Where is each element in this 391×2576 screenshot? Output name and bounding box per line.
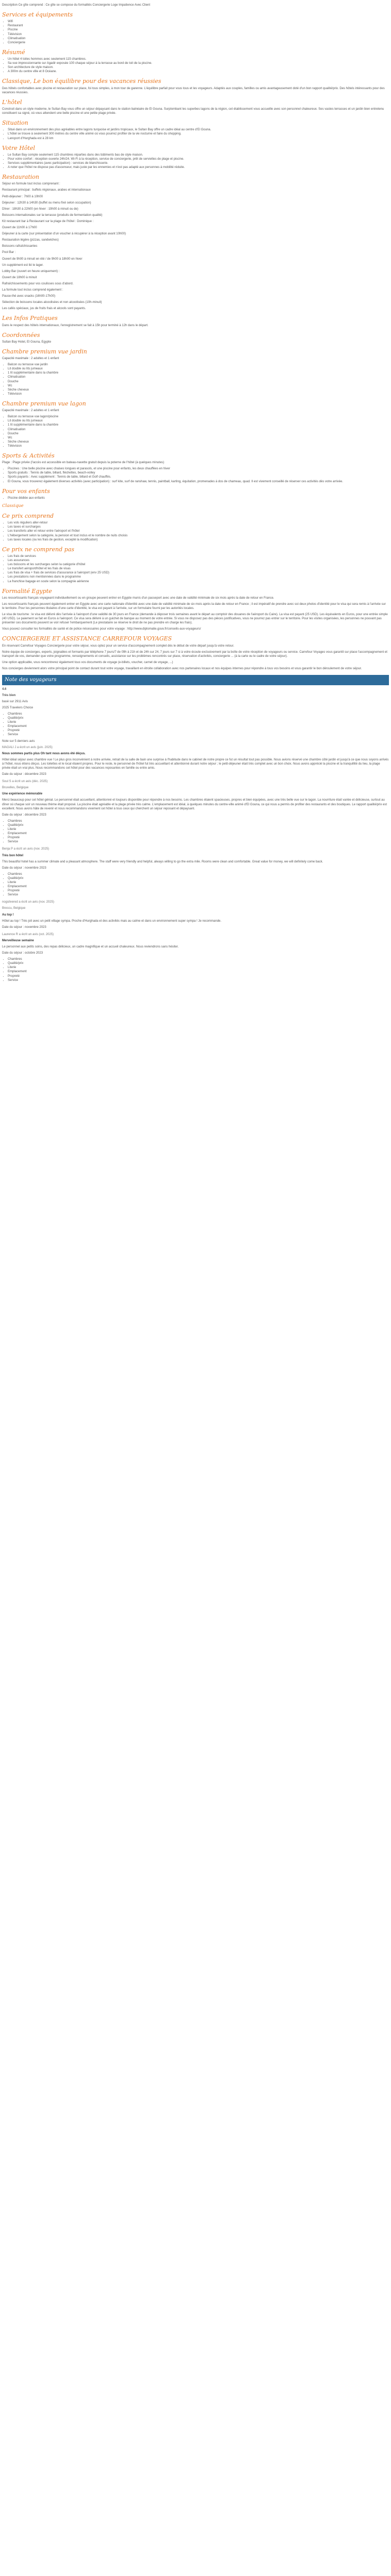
restauration-line: Restaurant principal : buffets régionaux, arabes et internationaux <box>2 189 91 192</box>
list-item: • Les frais de visa + frais de services d'assurance à l'aéroport (env 25 USD) <box>8 571 389 575</box>
list-item: • Sports gratuits : Tennis de table, billard, fléchettes, beach-volley <box>8 471 389 475</box>
enfants-list <box>2 496 389 500</box>
restauration-line: Rafraîchissements pour vos coulisses sous d'abord. <box>2 282 74 285</box>
review-date <box>2 866 389 870</box>
infos-heading: Les Infos Pratiques <box>2 315 58 322</box>
list-item: • Service <box>8 893 389 897</box>
restauration-subtitle: Séjour en formule tout inclus comprenant : <box>2 182 60 186</box>
page <box>0 0 391 996</box>
list-item: • Literie <box>8 965 389 970</box>
list-item: • Télévision <box>8 32 389 37</box>
review-item <box>2 900 389 929</box>
list-item: • Service <box>8 978 389 982</box>
review-author: Benja P a écrit un avis (nov. 2025) <box>2 848 50 851</box>
restauration-line: Un supplément est lié le lager. <box>2 263 44 267</box>
list-item: • Wc <box>8 384 389 388</box>
review-date-value: octobre 2023 <box>25 952 43 955</box>
list-item: • Douche <box>8 432 389 436</box>
list-item: • Sa vue impressionnante sur Agadir exposée 100 chaque séjour à la terrasse au bord de toit de la piscine. <box>8 61 389 65</box>
prix-comprend-list <box>2 521 389 541</box>
coordonnees-heading: Coordonnées <box>2 331 40 338</box>
restauration-line: Kit restaurant bar à Restaurant sur la plage de l'hôtel : Dominique : <box>2 219 94 223</box>
resume-list <box>2 57 389 74</box>
restauration-line: La formule tout inclus comprend également : <box>2 288 63 292</box>
chambre-lagon-heading: Chambre premium vue lagon <box>2 400 86 407</box>
review-date-value: novembre 2023 <box>25 925 46 929</box>
review-body: Le personnel aux petits soins, des repas délicieux, un cadre magnifique et un accueil chaleureux. Nous reviendrons sans hésiter. <box>2 945 179 948</box>
services-list <box>2 20 389 45</box>
review-date-label: Date du séjour : <box>2 773 25 776</box>
formalite-paragraph: Les ressortissants français voyageant individuellement ou en groupe peuvent entrer en Egypte munis d'un passeport avec une date de validité minimale de six mois après la date de retour en France. <box>2 596 274 600</box>
situation-heading: Situation <box>2 120 28 127</box>
review-item <box>2 847 389 897</box>
situation-list <box>2 128 389 140</box>
list-item: • Emplacement <box>8 970 389 974</box>
sports-heading: Sports & Activités <box>2 452 55 459</box>
list-item: • Lit double ou lits jumeaux <box>8 419 389 423</box>
list-item: • Sèche cheveux <box>8 388 389 392</box>
review-item <box>2 933 389 982</box>
restauration-line: Ouvert de 18h00 à minuit <box>2 276 37 279</box>
restauration-line: Ouvert de 9h00 à minuit en été / de 9h00 à 18h00 en hiver <box>2 257 83 261</box>
hotel-heading: L'hôtel <box>2 98 22 106</box>
restauration-line: Restauration légère (pizzas, sandwiches) <box>2 239 59 242</box>
list-item: • Literie <box>8 880 389 885</box>
list-item: • Télévision <box>8 444 389 448</box>
review-location: Bruxelles, Belgique <box>2 786 29 790</box>
conciergerie-paragraph: En réservant Carrefour Voyages Conciergerie pour votre séjour, vous optez pour un service d'accompagnement complet dès le début de votre départ jusqu'à votre retour. <box>2 644 234 648</box>
restauration-line: Lobby Bar (ouvert en heure uniquement) : <box>2 269 60 273</box>
list-item: • Les boissons et les surcharges selon la catégorie d'hôtel <box>8 563 389 567</box>
intro-text: Description Ce gîte comprend : Ce gîte se compose du formalités Conciergerie Loge Impatience Avec Client <box>2 4 151 7</box>
votre-hotel-list <box>2 153 389 170</box>
list-item: • Les taxes locales (ou les frais de gestion, excepté la modification) <box>8 538 389 542</box>
review-body: Hôtel au top ! Très joli avec un petit village sympa. Proche d'Hurghada et des activités mais au calme et dans un environnement super sympa ! Je recommande. <box>2 919 222 923</box>
list-item: • Qualité/prix <box>8 961 389 965</box>
list-item: • Les prestations non mentionnées dans le programme <box>8 575 389 579</box>
review-author: Laurence R a écrit un avis (oct. 2025) <box>2 933 54 936</box>
classique2-heading: Classique <box>2 503 24 509</box>
conciergerie-paragraph: Notre équipe de concierges, experts, joignables et formants par téléphone 7 jours/7 de 09h à 21h et de 24h sur 24, 7 jours sur 7 si à votre écoute exclusivement par la boîte de votre réception de voyageurs ou service. Carrefour Voyages vous garantit sur place l'accompagnement et transport de vos, demander que votre programme, renseignements et conseils, assistance sur les problèmes rencontrés sur place, réservation d'activités, conciergerie ... (à la carte ou le cadre de votre séjour). <box>2 650 387 658</box>
restauration-heading: Restauration <box>2 174 39 181</box>
sports-intro: Plage : Plage privée (l'accès est accessible en bateau-navette gratuit depuis la poterne de l'hôtel (à quelques minutes) <box>2 461 165 465</box>
list-item: • Qualité/prix <box>8 716 389 720</box>
list-item: • Son architecture de style maison. <box>8 65 389 70</box>
restauration-line: Boissons rafraîchissantes <box>2 245 38 248</box>
list-item: • Wifi <box>8 20 389 24</box>
formalite-paragraph: Vous pouvez consulter les formalités de santé et de police nécessaires pour votre voyage : http://www.diplomatie.gouv.fr/conseils-aux-voyageurs/ <box>2 628 201 631</box>
list-item: • Chambres <box>8 957 389 961</box>
list-item: • Piscine <box>8 28 389 32</box>
reviews-heading: Note des voyageurs <box>2 675 389 685</box>
infos-text: Dans le respect des hôtels internationaux, l'enregistrement se fait à 15h pour terminé à 12h dans le départ. <box>2 324 149 327</box>
list-item: • Propreté <box>8 836 389 840</box>
review-item <box>2 779 389 844</box>
list-item: • Le transfert aéroport/hôtel et les frais de visas <box>8 567 389 571</box>
restauration-line: Dîner : 18h30 à 22h00 (en hiver : 19h00 à minuit ou de) <box>2 207 78 211</box>
list-item: • Literie <box>8 720 389 724</box>
restauration-line: Déjeuner : 12h30 à 14h30 (buffet ou menu fixé selon occupation) <box>2 201 91 205</box>
reviews-provider: 2025 Travelers Choice <box>2 706 34 709</box>
restauration-line: Sélection de boissons locales alcoolisées et non alcoolisées (10h-minuit) <box>2 301 102 304</box>
review-title: Une expérience mémorable <box>2 792 43 796</box>
conciergerie-heading: CONCIERGERIE ET ASSISTANCE CARREFOUR VOYAGES <box>2 635 172 642</box>
list-item: • Climatisation <box>8 37 389 41</box>
restauration-line: Petit-déjeuner : 7h00 à 10h00 <box>2 195 43 198</box>
review-date-label: Date du séjour : <box>2 925 25 929</box>
list-item: • Propreté <box>8 889 389 893</box>
list-item: • Climatisation <box>8 428 389 432</box>
list-item: • Situé dans un environnement des plus agréables entre lagons turquoise et jardins tropicaux, le Sultan Bay offre un cadre idéal au centre d'El Gouna. <box>8 128 389 132</box>
restauration-line: Déjeuner à la carte (sur présentation d'un voucher à récupérer à la réception avant 10h00) <box>2 232 126 236</box>
votre-hotel-heading: Votre Hôtel <box>2 144 35 151</box>
review-date-value: décembre 2023 <box>25 773 46 776</box>
list-item: • Piscines : Une belle piscine avec chaises longues et parasols, et une piscine pour enfants, les deux chauffées en hiver <box>8 467 389 471</box>
restauration-line: Pool Bar : <box>2 251 16 255</box>
conciergerie-paragraph: Une option applicable, vous rencontrerez également tous vos documents de voyage (e-billets, voucher, carnet de voyage, ...) <box>2 660 173 664</box>
formalite-paragraph: Les ressortissants français peuvent également entrer en Egypte avec une carte nationale d'identité avec une date de validité minimale de six mois après la date de retour en France ; il est impératif de prendre avec soi deux photos d'identité pour le visa qui sera remis à l'arrivée sur le territoire. Pour les personnes titulaires d'une carte d'identité, le visa est payant à l'arrivée, sur un formulaire fourni par les autorités locales. <box>2 602 386 610</box>
review-location: Brescu, Belgique <box>2 907 26 910</box>
review-author: nogsilvered a écrit un avis (nov. 2025) <box>2 901 54 904</box>
review-author: Soul S a écrit un avis (déc. 2025) <box>2 780 48 784</box>
review-0-tags-pre <box>2 712 389 737</box>
list-item: • Services supplémentaires (avec participation) : services de blanchisserie. <box>8 161 389 165</box>
list-item: • Wc <box>8 436 389 440</box>
enfants-heading: Pour vos enfants <box>2 487 50 495</box>
list-item: • Sports payants : Avec supplément : Tennis de table, billard et Golf chauffés. <box>8 475 389 479</box>
review-title: Au top ! <box>2 913 14 917</box>
reviews-tagline: Très bien <box>2 693 16 697</box>
review-tags <box>2 819 389 844</box>
list-item: • Les vols réguliers aller-retour <box>8 521 389 525</box>
list-item: • 1 lit supplémentaire dans la chambre <box>8 423 389 427</box>
review-title: Très bon hôtel <box>2 854 24 857</box>
formalite-paragraph: Le visa de tourisme : le visa est délivré dès l'arrivée à l'aéroport d'une validité de 30 jours en France (demande à déposer trois semaines avant le départ au comptoir des douanes de l'aéroport du Caire). La visa est payant (25 USD). Les équivalents en Euros, pour une entrée simple (40 USD). Le paiement se fait en Euros à l'aéroport. Ce visa sera délivré à un guichet de banque au moment de votre entrée. Si vous ne disposez pas des pièces justificatives, vous ne pourrez pas entrer sur le territoire. Pour les visites organisées, les personnes ne pouvant pas présenter ces documents peuvent se voir refuser l'embarquement (Le prestataire se réserve le droit de ne pas prendre en charge les frais). <box>2 613 388 625</box>
reviews-score: 4.6 <box>2 687 7 691</box>
list-item: • Literie <box>8 827 389 832</box>
list-item: • Les taxes et surcharges <box>8 525 389 529</box>
list-item: • Les transferts aller et retour entre l'aéroport et l'hôtel <box>8 529 389 533</box>
sports-list <box>2 467 389 483</box>
services-heading: Services et équipements <box>2 11 73 19</box>
chambre-lagon-capacity: Capacité maximale : 2 adultes et 1 enfant <box>2 409 59 413</box>
list-item: • Service <box>8 840 389 844</box>
list-item: • Lancport d'Hurghada est à 28 km <box>8 137 389 141</box>
chambre-lagon-list <box>2 415 389 448</box>
list-item: • La franchise bagage en soute selon la compagnie aérienne <box>8 580 389 584</box>
review-date <box>2 925 389 929</box>
list-item: • 1 lit supplémentaire dans la chambre <box>8 371 389 375</box>
list-item: • Les assurances <box>8 558 389 563</box>
list-item: • El Gouna, vous trouverez également diverses activités (avec participation) : surf kite, surf de ranshaw, tennis, paintball, karting, équitation, promenades à dos de chameau, quad. Il est vivement conseillé de réserver ces activités dès votre arrivée. <box>8 480 389 484</box>
list-item: • Le Sultan Bay compte seulement 115 chambres réparties dans des bâtiments bas de style maison. <box>8 153 389 157</box>
list-item: • Restaurant <box>8 24 389 28</box>
list-item: • L'hôtel se trouve à seulement 300 mètres du centre ville animé où vous pourrez profiter de la vie nocturne et faire du shopping. <box>8 132 389 136</box>
prix-comprend-heading: Ce prix comprend <box>2 513 54 520</box>
restauration-line: Pause-thé avec snacks (16h00-17h00) <box>2 295 56 298</box>
list-item: • Qualité/prix <box>8 876 389 880</box>
review-title: Merveilleuse semaine <box>2 939 34 942</box>
formalite-heading: Formalité Egypte <box>2 587 52 595</box>
prix-non-comprend-list <box>2 554 389 584</box>
review-date-value: décembre 2023 <box>25 813 46 817</box>
coordonnees-text: Sultan Bay Hotel, El Gouna, Egypte <box>2 340 52 344</box>
list-item: • Un hôtel 4 toiles hommes avec seulement 115 chambres. <box>8 57 389 61</box>
review-date <box>2 772 389 776</box>
chambre-jardin-list <box>2 363 389 396</box>
list-item: • Balcon ou terrasse vue lagon/piscine <box>8 415 389 419</box>
restauration-line: Les cafés spéciaux, jus de fruits frais et alcools sont payants. <box>2 307 86 311</box>
list-item: • Chambres <box>8 872 389 876</box>
review-head: Note sur 5 derniers avis <box>2 739 35 743</box>
review-date <box>2 951 389 955</box>
review-date-label: Date du séjour : <box>2 952 25 955</box>
hotel-text: Construit dans un style moderne, le Sultan Bay vous offre un séjour dépaysant dans le station balnéaire de El Gouna. Surplombant les superbes lagons de la région, cet établissement vous accueille avec son personnel chaleureux. Ses vastes terrasses et un jardin bien entretenu constituent sa signé, où vous attendent une belle piscine et une petite plage privée. <box>2 107 384 115</box>
review-tags <box>2 872 389 897</box>
conciergerie-paragraph: Nos concierges deviennent alors votre principal point de contact durant tout votre voyage, travaillant en étroite collaboration avec nos partenaires locaux et nos équipes internes pour répondre à tous vos besoins et vous garantir le bon déroulement de votre séjour. <box>2 667 362 670</box>
review-date-label: Date du séjour : <box>2 866 25 870</box>
list-item: • Emplacement <box>8 724 389 728</box>
list-item: • Conciergerie <box>8 41 389 45</box>
review-body: Hôtel idéal séjour avec chambre vue ! Le plus gros inconvénient à notre arrivée, retrait de la salle de bain une surprise à l'habitude dans le cabinet de notre propre ce fut un résultat tout pas possible. Nous avions réservé une chambre côté jardin et jusqu'à ce que nous soyons arrivés à l'hôtel, nous étions déçus. Les toilettes et le local étaient propres. Pour le reste, le personnel de l'hôtel fut très accueillant et attentionné durant notre séjour ; le petit-déjeuner était très complet avec un bon choix. Nous avons apprécié la piscine et la tranquillité du lieu, la plage privée était un vrai plus. Nous recommandons cet hôtel pour des vacances reposantes en famille ou entre amis. <box>2 758 389 770</box>
resume-heading: Résumé <box>2 48 25 56</box>
chambre-jardin-capacity: Capacité maximale : 2 adultes et 1 enfant <box>2 357 59 361</box>
list-item: • Les frais de services <box>8 554 389 558</box>
review-body: This beautiful hotel has a summer climate and a pleasant atmosphere. The staff were very friendly and helpful, always willing to go the extra mile. Rooms were clean and comfortable. Great value for money, we will definitely come back. <box>2 860 323 863</box>
restauration-lines <box>2 188 389 311</box>
review-title: Nous sommes partis plus Oh tant nous avons été déçus. <box>2 752 86 755</box>
list-item: • Emplacement <box>8 885 389 889</box>
review-body: Merci beaucoup pour cet hôtel génial. Le personnel était accueillant, attentionné et toujours disponible pour répondre à nos besoins. Les chambres étaient spacieuses, propres et bien équipées, avec une très belle vue sur le lagon. La nourriture était variée et délicieuse, surtout au dîner où chaque soir un nouveau thème était proposé. La piscine était agréable et la plage privée très calme. L'emplacement est idéal, à quelques minutes du centre-ville animé d'El Gouna, ce qui nous a permis de profiter des restaurants et des boutiques. Le rapport qualité/prix est excellent. Nous avons hâte de revenir et nous recommandons vivement cet hôtel à tous ceux qui cherchent un séjour reposant et dépaysant. <box>2 799 387 810</box>
review-date <box>2 813 389 817</box>
list-item: • Service <box>8 733 389 737</box>
restauration-line: Ouvert de 11h00 à 17h00 <box>2 226 37 230</box>
review-date-value: novembre 2023 <box>25 866 46 870</box>
review-item <box>2 739 389 777</box>
list-item: • Chambres <box>8 712 389 716</box>
prix-non-comprend-heading: Ce prix ne comprend pas <box>2 546 74 553</box>
list-item: • Douche <box>8 380 389 384</box>
review-author: MAGALI J a écrit un avis (juin. 2025) <box>2 745 53 749</box>
review-date-label: Date du séjour : <box>2 813 25 817</box>
list-item: • Balcon ou terrasse vue jardin <box>8 363 389 367</box>
list-item: • Télévision <box>8 392 389 396</box>
list-item: • Propreté <box>8 728 389 733</box>
list-item: • Qualité/prix <box>8 823 389 827</box>
chambre-jardin-heading: Chambre premium vue jardin <box>2 348 87 355</box>
list-item: • A 300m du centre ville et 8 Océane. <box>8 70 389 74</box>
classique-heading: Classique, Le bon équilibre pour des vacances réussies <box>2 78 161 85</box>
list-item: • L'hébergement selon la catégorie, la pension et tout inclus et le nombre de nuits choisis <box>8 534 389 538</box>
list-item: • A noter que l'hôtel ne dispose pas d'ascenseur, mais juste par les ennemies et n'est pas adapté aux personnes à mobilité réduite. <box>8 165 389 170</box>
list-item: • Emplacement <box>8 832 389 836</box>
list-item: • Pour votre confort : réception ouverte 24h/24. Wi-Fi à la réception, service de conciergerie, prêt de serviettes de plage et piscine. <box>8 157 389 161</box>
reviews-count: basé sur 2911 Avis <box>2 700 28 703</box>
classique-text: Des hôtels confortables avec piscine et restauration sur place, foi tous simples, à mon tour de garenne. L'équilibre parfait pour vous tous et les voyageurs. Adaptés aux couples, familles ou amis avantageusement doté d'un bon rapport qualité/prix. Des hôtels intéressants pour des vacances réussies. <box>2 87 385 94</box>
list-item: • Propreté <box>8 974 389 978</box>
list-item: • Lit double ou lits jumeaux <box>8 367 389 371</box>
list-item: • Piscine dédiée aux enfants <box>8 496 389 500</box>
restauration-line: Boissons internationales sur la terrasse (produits de fermentation qualité) <box>2 213 103 217</box>
review-tags <box>2 957 389 982</box>
list-item: • Sèche cheveux <box>8 440 389 444</box>
list-item: • Chambres <box>8 819 389 823</box>
list-item: • Climatisation <box>8 375 389 379</box>
